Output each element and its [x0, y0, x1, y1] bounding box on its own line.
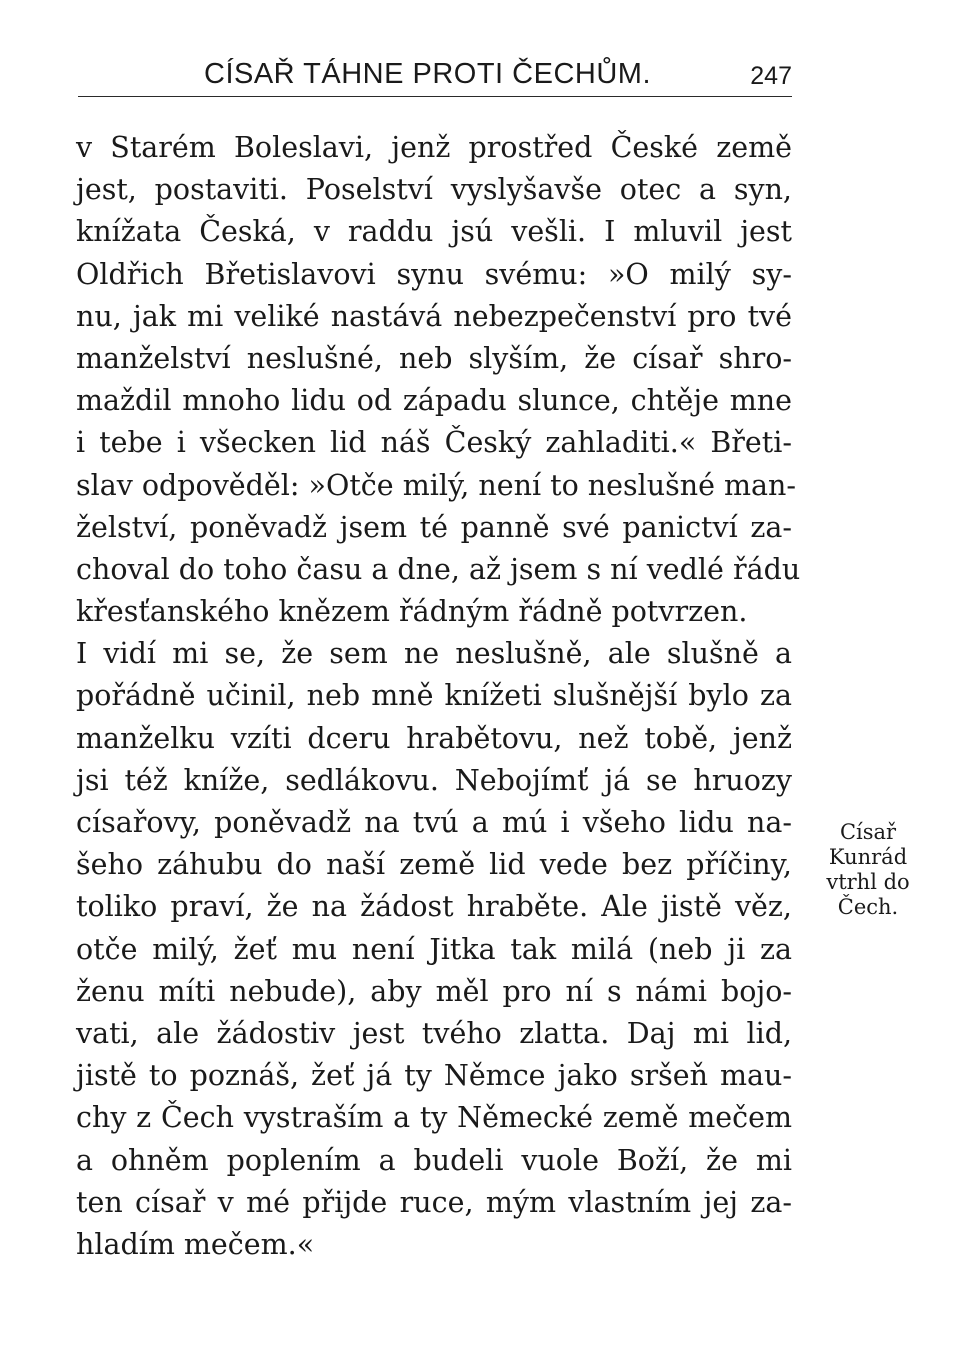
- text-line: jest, postaviti. Poselství vyslyšavše otec a syn,: [76, 173, 792, 207]
- text-line: ženu míti nebude), aby měl pro ní s námi bojo-: [76, 974, 792, 1008]
- text-line: otče milý, žeť mu není Jitka tak milá (neb ji za: [76, 932, 792, 966]
- text-line: jsi též kníže, sedlákovu. Nebojímť já se hruozy: [76, 763, 792, 797]
- text-line: knížata Česká, v raddu jsú vešli. I mluvil jest: [76, 215, 792, 249]
- text-line: ten císař v mé přijde ruce, mým vlastním jej za-: [76, 1185, 792, 1219]
- text-line: šeho záhubu do naší země lid vede bez příčiny,: [76, 848, 792, 882]
- text-line: i tebe i všecken lid náš Český zahladiti.« Břeti-: [76, 426, 792, 460]
- margin-note-line: Císař: [839, 820, 897, 844]
- text-line: slav odpověděl: »Otče milý, není to neslušné man-: [76, 468, 797, 502]
- margin-note-line: Kunrád: [828, 845, 908, 869]
- text-line: choval do toho času a dne, až jsem s ní vedlé řádu: [76, 552, 801, 586]
- text-line: pořádně učinil, neb mně knížeti slušnější bylo za: [76, 679, 792, 713]
- text-line: jistě to poznáš, žeť já ty Němce jako sršeň mau-: [76, 1059, 792, 1093]
- text-line: hladím mečem.«: [76, 1227, 315, 1261]
- text-line: vati, ale žádostiv jest tvého zlatta. Daj mi lid,: [76, 1016, 792, 1050]
- text-line: v Starém Boleslavi, jenž prostřed České země: [76, 131, 792, 164]
- text-line: manželství neslušné, neb slyším, že císař shro-: [76, 341, 792, 375]
- margin-note-line: Čech.: [837, 895, 899, 919]
- text-line: a ohněm poplením a budeli vuole Boží, že mi: [76, 1143, 792, 1177]
- running-head: CÍSAŘ TÁHNE PROTI ČECHŮM.: [204, 58, 652, 90]
- text-line: chy z Čech vystraším a ty Německé země mečem: [76, 1101, 792, 1135]
- text-line: I vidí mi se, že sem ne neslušně, ale slušně a: [76, 637, 792, 671]
- text-line: nu, jak mi veliké nastává nebezpečenství pro tvé: [76, 299, 792, 333]
- text-line: křesťanského knězem řádným řádně potvrzen.: [76, 595, 748, 629]
- text-line: císařovy, poněvadž na tvú a mú i všeho lidu na-: [76, 806, 792, 839]
- margin-note-line: vtrhl do: [826, 870, 910, 894]
- page-number: 247: [750, 62, 792, 90]
- text-line: manželku vzíti dceru hrabětovu, než tobě, jenž: [76, 721, 792, 755]
- body-text: [76, 127, 801, 1266]
- text-line: želství, poněvadž jsem té panně své panictví za-: [76, 510, 792, 544]
- page-header: [78, 52, 792, 97]
- margin-note: [812, 820, 924, 920]
- text-line: maždil mnoho lidu od západu slunce, chtěje mne: [76, 384, 792, 418]
- text-line: Oldřich Břetislavovi synu svému: »O milý sy-: [76, 257, 792, 291]
- text-line: toliko praví, že na žádost hraběte. Ale jistě věz,: [76, 890, 792, 924]
